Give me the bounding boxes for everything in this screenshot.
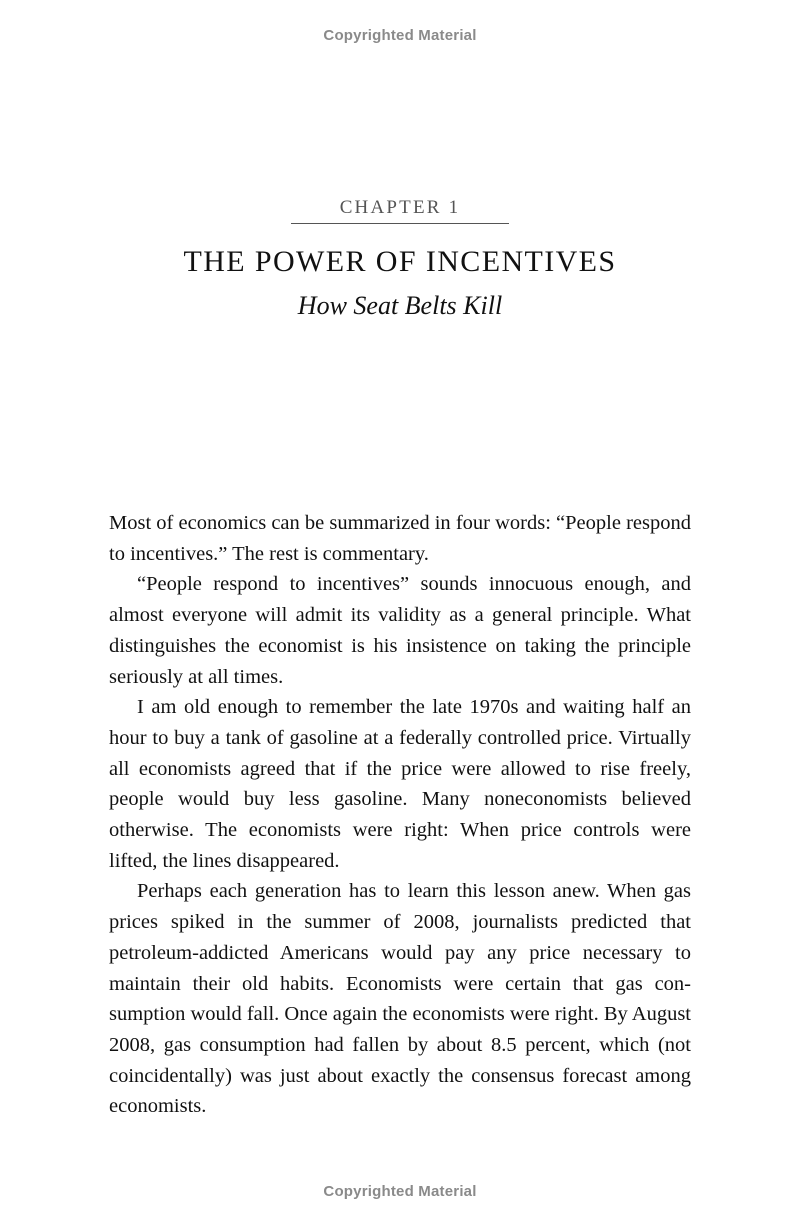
chapter-label: CHAPTER 1 bbox=[291, 197, 509, 224]
chapter-title: THE POWER OF INCENTIVES bbox=[183, 245, 617, 278]
chapter-header bbox=[0, 197, 800, 322]
body-paragraph: I am old enough to remember the late 1970s and waiting half an hour to buy a tank of gasoline at a federally controlled price. Virtually all economists agreed that if the price were allowed to rise freely, people would buy less gasoline. Many noneconomists believed otherwise. The economists were right: When price controls were lifted, the lines disappeared. bbox=[109, 696, 691, 872]
body-paragraph: “People respond to incentives” sounds innocuous enough, and almost everyone will admit its validity as a general principle. What distinguishes the economist is his insistence on taking the principle seriously at all times. bbox=[109, 573, 691, 688]
chapter-body bbox=[109, 508, 691, 1122]
body-paragraph: Perhaps each generation has to learn this lesson anew. When gas prices spiked in the summer of 2008, journalists predicted that petroleum-addicted Americans would pay any price necessary to maintain their old habits. Economists were certain that gas consumption would fall. Once again the economists were right. By August 2008, gas consumption had fallen by about 8.5 percent, which (not coincidentally) was just about exactly the consensus forecast among economists. bbox=[109, 880, 691, 1118]
copyright-watermark-top: Copyrighted Material bbox=[323, 27, 477, 44]
chapter-subtitle: How Seat Belts Kill bbox=[297, 291, 503, 320]
body-paragraph: Most of economics can be summarized in four words: “People respond to incentives.” The rest is commentary. bbox=[109, 512, 691, 565]
copyright-watermark-bottom: Copyrighted Material bbox=[323, 1183, 477, 1200]
